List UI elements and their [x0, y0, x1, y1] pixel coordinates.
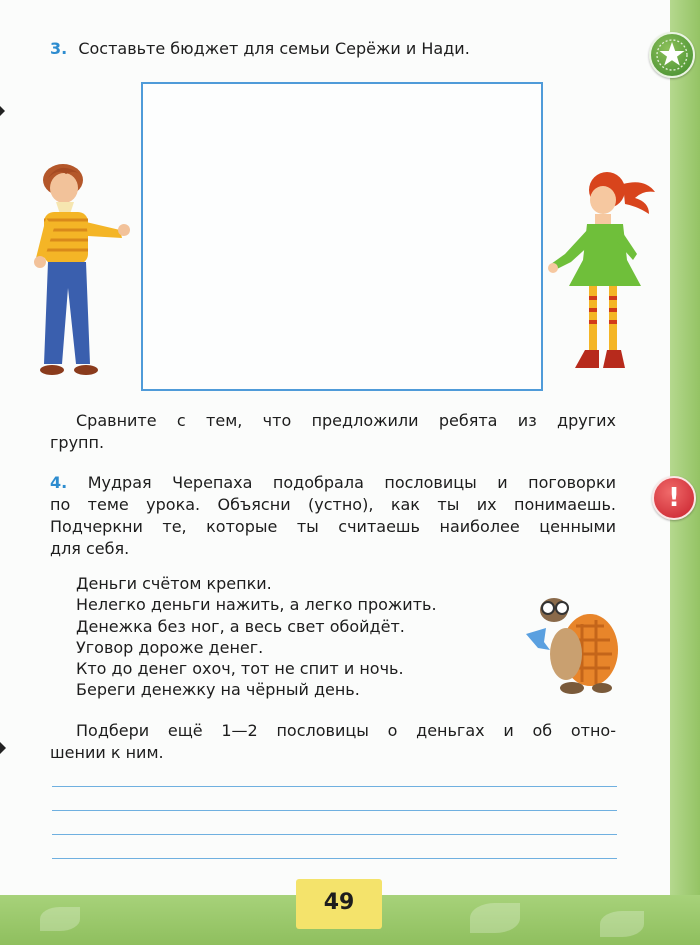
budget-answer-box[interactable] [141, 82, 543, 391]
proverb-item: Деньги счётом крепки. [76, 574, 272, 593]
proverbs-list [76, 573, 437, 701]
task-4-line-1: 4. Мудрая Черепаха подобрала пословицы и поговорки [50, 473, 617, 492]
task-4-line-2: по теме урока. Объясни (устно), как ты их понимаешь. [50, 495, 616, 514]
boy-illustration [30, 158, 134, 380]
girl-illustration [545, 168, 663, 378]
task-3-number: 3. [50, 39, 68, 58]
star-badge-icon [649, 32, 695, 78]
compare-text-line-1: Сравните с тем, что предложили ребята из других [76, 411, 616, 430]
task-4-line-3: Подчеркни те, которые ты считаешь наиболее ценными [50, 517, 616, 536]
answer-line-2[interactable] [52, 810, 617, 811]
compare-text-line-2: групп. [50, 433, 105, 452]
task-4-line-4: для себя. [50, 539, 130, 558]
exclamation-badge-icon: ! [652, 476, 696, 520]
proverb-item: Нелегко деньги нажить, а легко прожить. [76, 595, 437, 615]
right-margin-band [670, 0, 700, 945]
answer-line-1[interactable] [52, 786, 617, 787]
task-3-heading [50, 38, 470, 60]
answer-line-4[interactable] [52, 858, 617, 859]
task-4-number: 4. [50, 473, 68, 492]
margin-marker-top [0, 106, 5, 116]
margin-marker-bottom [0, 742, 6, 754]
page-number: 49 [296, 879, 382, 929]
answer-line-3[interactable] [52, 834, 617, 835]
extra-task-line-2: шении к ним. [50, 743, 164, 762]
proverb-item: Денежка без ног, а весь свет обойдёт. [76, 616, 405, 636]
turtle-illustration [516, 590, 620, 700]
proverb-item: Береги денежку на чёрный день. [76, 680, 360, 700]
task-3-text: Составьте бюджет для семьи Серёжи и Нади. [78, 39, 470, 58]
extra-task-line-1: Подбери ещё 1—2 пословицы о деньгах и об отно- [76, 721, 616, 740]
proverb-item: Кто до денег охоч, тот не спит и ночь. [76, 659, 404, 679]
proverb-item: Уговор дороже денег. [76, 637, 264, 657]
